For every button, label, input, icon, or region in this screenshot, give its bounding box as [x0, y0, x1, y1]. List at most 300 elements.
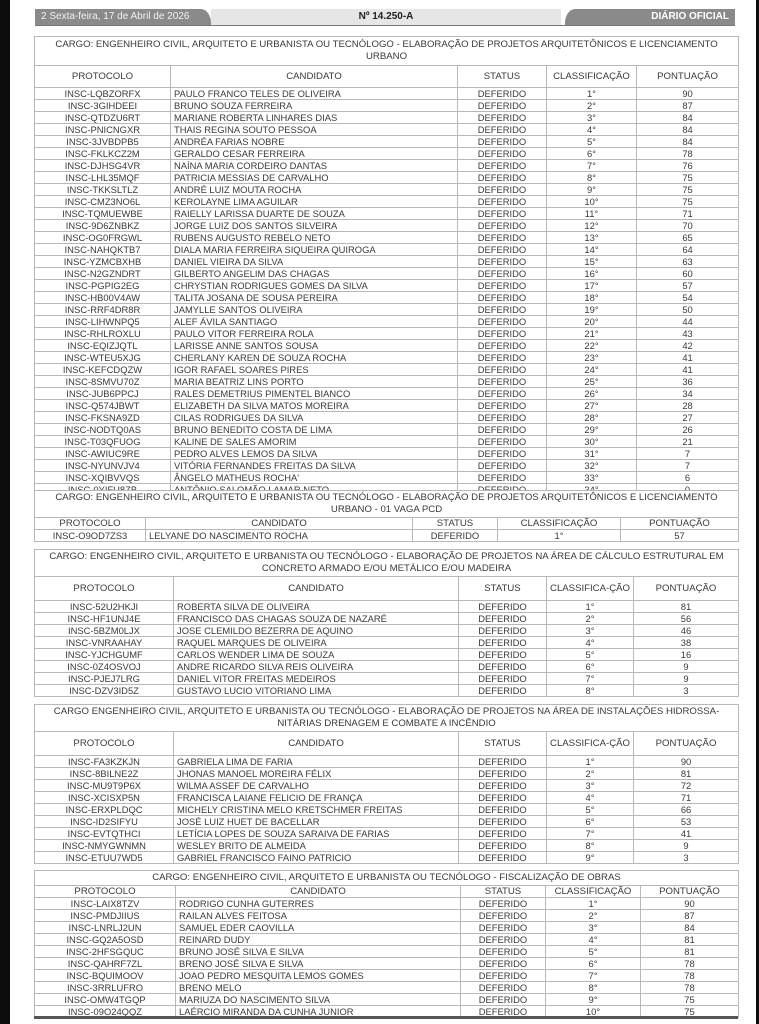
classificacao-cell: 4° [546, 934, 641, 946]
classificacao-cell: 33° [547, 472, 637, 484]
protocolo-cell: INSC-NYUNVJV4 [35, 460, 171, 472]
status-cell: DEFERIDO [458, 472, 547, 484]
pontuacao-cell: 75 [641, 1006, 739, 1018]
classificacao-cell: 32° [547, 460, 637, 472]
pontuacao-cell: 41 [637, 352, 739, 364]
protocolo-cell: INSC-ID2SIFYU [35, 816, 174, 828]
protocolo-cell: INSC-PJEJ7LRG [35, 673, 174, 685]
pontuacao-cell: 38 [634, 637, 739, 649]
col-header-classificacao: CLASSIFICA-ÇÃO [547, 732, 634, 756]
pontuacao-cell: 9 [634, 673, 739, 685]
status-cell: DEFERIDO [458, 244, 547, 256]
classificacao-cell: 8° [546, 982, 641, 994]
table-row [35, 994, 739, 1006]
col-header-status: STATUS [461, 886, 546, 898]
table-row [35, 530, 739, 542]
candidato-cell: JOSE CLEMILDO BEZERRA DE AQUINO [174, 625, 459, 637]
table-row [35, 364, 739, 376]
page-edge-left [0, 0, 10, 1024]
col-header-status: STATUS [459, 577, 547, 601]
candidato-cell: SAMUEL EDER CAOVILLA [176, 922, 461, 934]
status-cell: DEFERIDO [461, 970, 546, 982]
protocolo-cell: INSC-BQUIMOOV [35, 970, 176, 982]
classificacao-cell: 24° [547, 364, 637, 376]
classificacao-cell: 19° [547, 304, 637, 316]
candidato-cell: CHERLANY KAREN DE SOUZA ROCHA [171, 352, 458, 364]
results-table-instalacoes-hidrossanitarias [34, 704, 739, 864]
protocolo-cell: INSC-KEFCDQZW [35, 364, 171, 376]
status-cell: DEFERIDO [458, 352, 547, 364]
pontuacao-cell: 81 [641, 934, 739, 946]
classificacao-cell: 8° [547, 685, 634, 697]
status-cell: DEFERIDO [458, 256, 547, 268]
protocolo-cell: INSC-Q574JBWT [35, 400, 171, 412]
pontuacao-cell: 7 [637, 448, 739, 460]
status-cell: DEFERIDO [458, 160, 547, 172]
pontuacao-cell: 84 [637, 136, 739, 148]
candidato-cell: BRENO JOSÉ SILVA E SILVA [176, 958, 461, 970]
table-row [35, 340, 739, 352]
header-edition-number: Nº 14.250-A [211, 9, 561, 25]
classificacao-cell: 26° [547, 388, 637, 400]
pontuacao-cell: 43 [637, 328, 739, 340]
pontuacao-cell: 3 [634, 685, 739, 697]
pontuacao-cell: 28 [637, 400, 739, 412]
classificacao-cell: 7° [547, 828, 634, 840]
candidato-cell: LARISSE ANNE SANTOS SOUSA [171, 340, 458, 352]
status-cell: DEFERIDO [461, 910, 546, 922]
table-row [35, 601, 739, 613]
table-row [35, 292, 739, 304]
pontuacao-cell: 65 [637, 232, 739, 244]
table-row [35, 625, 739, 637]
table-row [35, 958, 739, 970]
col-header-status: STATUS [459, 732, 547, 756]
classificacao-cell: 15° [547, 256, 637, 268]
pontuacao-cell: 53 [634, 816, 739, 828]
pontuacao-cell: 6 [637, 472, 739, 484]
col-header-classificacao: CLASSIFICA-ÇÃO [547, 577, 634, 601]
classificacao-cell: 8° [547, 172, 637, 184]
classificacao-cell: 9° [547, 852, 634, 864]
protocolo-cell: INSC-ETUU7WD5 [35, 852, 174, 864]
protocolo-cell: INSC-T03QFUOG [35, 436, 171, 448]
protocolo-cell: INSC-RRF4DR8R [35, 304, 171, 316]
pontuacao-cell: 27 [637, 412, 739, 424]
classificacao-cell: 1° [547, 88, 637, 100]
candidato-cell: LAÉRCIO MIRANDA DA CUNHA JUNIOR [176, 1006, 461, 1018]
status-cell: DEFERIDO [458, 448, 547, 460]
col-header-pontuacao: PONTUAÇÃO [621, 518, 739, 530]
col-header-pontuacao: PONTUAÇÃO [634, 577, 739, 601]
protocolo-cell: INSC-DZV3ID5Z [35, 685, 174, 697]
table-row [35, 244, 739, 256]
candidato-cell: GABRIEL FRANCISCO FAINO PATRICIO [174, 852, 459, 864]
table-row [35, 136, 739, 148]
results-table-fiscalizacao-obras [34, 870, 739, 1018]
protocolo-cell: INSC-JUB6PPCJ [35, 388, 171, 400]
candidato-cell: MARIA BEATRIZ LINS PORTO [171, 376, 458, 388]
protocolo-cell: INSC-3JVBDPB5 [35, 136, 171, 148]
candidato-cell: JOSÉ LUIZ HUET DE BACELLAR [174, 816, 459, 828]
protocolo-cell: INSC-09O24QQZ [35, 1006, 176, 1018]
classificacao-cell: 31° [547, 448, 637, 460]
table-row [35, 816, 739, 828]
classificacao-cell: 3° [547, 112, 637, 124]
candidato-cell: KEROLAYNE LIMA AGUILAR [171, 196, 458, 208]
candidato-cell: LELYANE DO NASCIMENTO ROCHA [146, 530, 413, 542]
candidato-cell: TALITA JOSANA DE SOUSA PEREIRA [171, 292, 458, 304]
col-header-candidato: CANDIDATO [171, 66, 458, 88]
table-row [35, 792, 739, 804]
pontuacao-cell: 54 [637, 292, 739, 304]
protocolo-cell: INSC-CMZ3NO6L [35, 196, 171, 208]
pontuacao-cell: 21 [637, 436, 739, 448]
footer-rule [34, 1016, 738, 1019]
pontuacao-cell: 7 [637, 460, 739, 472]
classificacao-cell: 14° [547, 244, 637, 256]
classificacao-cell: 3° [547, 780, 634, 792]
protocolo-cell: INSC-WTEU5XJG [35, 352, 171, 364]
pontuacao-cell: 34 [637, 388, 739, 400]
protocolo-cell: INSC-VNRAAHAY [35, 637, 174, 649]
classificacao-cell: 8° [547, 840, 634, 852]
candidato-cell: RAILAN ALVES FEITOSA [176, 910, 461, 922]
candidato-cell: ROBERTA SILVA DE OLIVEIRA [174, 601, 459, 613]
pontuacao-cell: 42 [637, 340, 739, 352]
classificacao-cell: 12° [547, 220, 637, 232]
protocolo-cell: INSC-GQ2A5OSD [35, 934, 176, 946]
classificacao-cell: 1° [547, 756, 634, 768]
table-row [35, 436, 739, 448]
classificacao-cell: 7° [546, 970, 641, 982]
pontuacao-cell: 46 [634, 625, 739, 637]
status-cell: DEFERIDO [458, 460, 547, 472]
status-cell: DEFERIDO [459, 685, 547, 697]
pontuacao-cell: 26 [637, 424, 739, 436]
protocolo-cell: INSC-OMW4TGQP [35, 994, 176, 1006]
candidato-cell: RODRIGO CUNHA GUTERRES [176, 898, 461, 910]
status-cell: DEFERIDO [461, 958, 546, 970]
protocolo-cell: INSC-8BILNE2Z [35, 768, 174, 780]
table-row [35, 780, 739, 792]
protocolo-cell: INSC-HF1UNJ4E [35, 613, 174, 625]
pontuacao-cell: 78 [641, 970, 739, 982]
candidato-cell: FRANCISCO DAS CHAGAS SOUZA DE NAZARÉ [174, 613, 459, 625]
candidato-cell: JHONAS MANOEL MOREIRA FÉLIX [174, 768, 459, 780]
protocolo-cell: INSC-HB00V4AW [35, 292, 171, 304]
candidato-cell: CARLOS WENDER LIMA DE SOUZA [174, 649, 459, 661]
candidato-cell: ANDRÉA FARIAS NOBRE [171, 136, 458, 148]
status-cell: DEFERIDO [458, 172, 547, 184]
candidato-cell: GERALDO CESAR FERREIRA [171, 148, 458, 160]
pontuacao-cell: 3 [634, 852, 739, 864]
status-cell: DEFERIDO [458, 436, 547, 448]
pontuacao-cell: 78 [641, 958, 739, 970]
table-row [35, 685, 739, 697]
pontuacao-cell: 84 [637, 124, 739, 136]
table-row [35, 756, 739, 768]
status-cell: DEFERIDO [458, 184, 547, 196]
status-cell: DEFERIDO [459, 852, 547, 864]
table-row [35, 768, 739, 780]
table-row [35, 804, 739, 816]
table-row [35, 613, 739, 625]
pontuacao-cell: 70 [637, 220, 739, 232]
classificacao-cell: 9° [546, 994, 641, 1006]
classificacao-cell: 3° [547, 625, 634, 637]
candidato-cell: THAIS REGINA SOUTO PESSOA [171, 124, 458, 136]
table-row [35, 100, 739, 112]
table-row [35, 268, 739, 280]
pontuacao-cell: 78 [637, 148, 739, 160]
table-row [35, 910, 739, 922]
status-cell: DEFERIDO [459, 780, 547, 792]
status-cell: DEFERIDO [458, 100, 547, 112]
status-cell: DEFERIDO [458, 328, 547, 340]
candidato-cell: GABRIELA LIMA DE FARIA [174, 756, 459, 768]
candidato-cell: PATRICIA MESSIAS DE CARVALHO [171, 172, 458, 184]
table-row [35, 661, 739, 673]
col-header-status: STATUS [413, 518, 498, 530]
header-date: 2 Sexta-feira, 17 de Abril de 2026 [35, 9, 211, 25]
pontuacao-cell: 90 [637, 88, 739, 100]
protocolo-cell: INSC-O9OD7ZS3 [35, 530, 146, 542]
status-cell: DEFERIDO [459, 637, 547, 649]
pontuacao-cell: 84 [641, 922, 739, 934]
status-cell: DEFERIDO [458, 112, 547, 124]
classificacao-cell: 1° [498, 530, 621, 542]
candidato-cell: ALEF ÁVILA SANTIAGO [171, 316, 458, 328]
status-cell: DEFERIDO [459, 816, 547, 828]
status-cell: DEFERIDO [458, 340, 547, 352]
status-cell: DEFERIDO [458, 424, 547, 436]
protocolo-cell: INSC-3GIHDEEI [35, 100, 171, 112]
protocolo-cell: INSC-EQIZJQTL [35, 340, 171, 352]
status-cell: DEFERIDO [458, 88, 547, 100]
col-header-pontuacao: PONTUAÇÃO [634, 732, 739, 756]
pontuacao-cell: 76 [637, 160, 739, 172]
protocolo-cell: INSC-ERXPLDQC [35, 804, 174, 816]
classificacao-cell: 7° [547, 160, 637, 172]
status-cell: DEFERIDO [458, 136, 547, 148]
candidato-cell: JAMYLLE SANTOS OLIVEIRA [171, 304, 458, 316]
pontuacao-cell: 63 [637, 256, 739, 268]
protocolo-cell: INSC-YJCHGUMF [35, 649, 174, 661]
status-cell: DEFERIDO [461, 934, 546, 946]
results-table-calculo-estrutural [34, 549, 739, 697]
classificacao-cell: 18° [547, 292, 637, 304]
protocolo-cell: INSC-RHLROXLU [35, 328, 171, 340]
status-cell: DEFERIDO [459, 792, 547, 804]
status-cell: DEFERIDO [458, 292, 547, 304]
candidato-cell: GUSTAVO LUCIO VITORIANO LIMA [174, 685, 459, 697]
candidato-cell: PAULO FRANCO TELES DE OLIVEIRA [171, 88, 458, 100]
classificacao-cell: 22° [547, 340, 637, 352]
candidato-cell: PAULO VITOR FERREIRA ROLA [171, 328, 458, 340]
status-cell: DEFERIDO [458, 304, 547, 316]
classificacao-cell: 20° [547, 316, 637, 328]
classificacao-cell: 13° [547, 232, 637, 244]
status-cell: DEFERIDO [459, 840, 547, 852]
table-row [35, 970, 739, 982]
protocolo-cell: INSC-52U2HKJI [35, 601, 174, 613]
table-row [35, 448, 739, 460]
pontuacao-cell: 75 [637, 172, 739, 184]
protocolo-cell: INSC-9D6ZNBKZ [35, 220, 171, 232]
table-row [35, 280, 739, 292]
table-row [35, 184, 739, 196]
candidato-cell: LETÍCIA LOPES DE SOUZA SARAIVA DE FARIAS [174, 828, 459, 840]
status-cell: DEFERIDO [458, 412, 547, 424]
table-row [35, 172, 739, 184]
protocolo-cell: INSC-DJHSG4VR [35, 160, 171, 172]
col-header-protocolo: PROTOCOLO [35, 66, 171, 88]
protocolo-cell: INSC-TQMUEWBE [35, 208, 171, 220]
protocolo-cell: INSC-XCISXP5N [35, 792, 174, 804]
pontuacao-cell: 16 [634, 649, 739, 661]
candidato-cell: NAÍNA MARIA CORDEIRO DANTAS [171, 160, 458, 172]
pontuacao-cell: 64 [637, 244, 739, 256]
table-row [35, 400, 739, 412]
classificacao-cell: 2° [547, 768, 634, 780]
status-cell: DEFERIDO [459, 804, 547, 816]
classificacao-cell: 27° [547, 400, 637, 412]
classificacao-cell: 3° [546, 922, 641, 934]
status-cell: DEFERIDO [459, 756, 547, 768]
protocolo-cell: INSC-LAIX8TZV [35, 898, 176, 910]
pontuacao-cell: 87 [637, 100, 739, 112]
table-title: CARGO: ENGENHEIRO CIVIL, ARQUITETO E URBANISTA OU TECNÓLOGO - ELABORAÇÃO DE PROJETOS NA ÁREA DE CÁLCULO ESTRUTURAL EM CONCRETO ARMADO E/OU METÁLICO E/OU MADEIRA [35, 550, 739, 577]
candidato-cell: JORGE LUIZ DOS SANTOS SILVEIRA [171, 220, 458, 232]
status-cell: DEFERIDO [458, 280, 547, 292]
candidato-cell: RALES DEMETRIUS PIMENTEL BIANCO [171, 388, 458, 400]
header-publication-name: DIÁRIO OFICIAL [565, 9, 735, 25]
table-row [35, 934, 739, 946]
classificacao-cell: 1° [546, 898, 641, 910]
protocolo-cell: INSC-PGPIG2EG [35, 280, 171, 292]
candidato-cell: PEDRO ALVES LEMOS DA SILVA [171, 448, 458, 460]
pontuacao-cell: 71 [634, 792, 739, 804]
status-cell: DEFERIDO [458, 376, 547, 388]
table-row [35, 852, 739, 864]
pontuacao-cell: 57 [621, 530, 739, 542]
status-cell: DEFERIDO [461, 982, 546, 994]
classificacao-cell: 6° [547, 661, 634, 673]
protocolo-cell: INSC-EVTQTHCI [35, 828, 174, 840]
pontuacao-cell: 44 [637, 316, 739, 328]
candidato-cell: MARIANE ROBERTA LINHARES DIAS [171, 112, 458, 124]
candidato-cell: BRENO MELO [176, 982, 461, 994]
status-cell: DEFERIDO [458, 268, 547, 280]
candidato-cell: MICHELY CRISTINA MELO KRETSCHMER FREITAS [174, 804, 459, 816]
pontuacao-cell: 71 [637, 208, 739, 220]
classificacao-cell: 25° [547, 376, 637, 388]
candidato-cell: ANDRÉ LUIZ MOUTA ROCHA [171, 184, 458, 196]
protocolo-cell: INSC-8SMVU70Z [35, 376, 171, 388]
candidato-cell: VITÓRIA FERNANDES FREITAS DA SILVA [171, 460, 458, 472]
classificacao-cell: 23° [547, 352, 637, 364]
table-row [35, 388, 739, 400]
classificacao-cell: 4° [547, 124, 637, 136]
classificacao-cell: 6° [547, 148, 637, 160]
protocolo-cell: INSC-FKSNA9ZD [35, 412, 171, 424]
candidato-cell: WESLEY BRITO DE ALMEIDA [174, 840, 459, 852]
protocolo-cell: INSC-N2GZNDRT [35, 268, 171, 280]
status-cell: DEFERIDO [458, 388, 547, 400]
table-row [35, 112, 739, 124]
status-cell: DEFERIDO [458, 220, 547, 232]
pontuacao-cell: 66 [634, 804, 739, 816]
table-row [35, 256, 739, 268]
candidato-cell: RAQUEL MARQUES DE OLIVEIRA [174, 637, 459, 649]
status-cell: DEFERIDO [458, 316, 547, 328]
col-header-candidato: CANDIDATO [174, 732, 459, 756]
status-cell: DEFERIDO [461, 922, 546, 934]
classificacao-cell: 5° [547, 804, 634, 816]
status-cell: DEFERIDO [459, 613, 547, 625]
candidato-cell: KALINE DE SALES AMORIM [171, 436, 458, 448]
protocolo-cell: INSC-LNRLJ2UN [35, 922, 176, 934]
classificacao-cell: 6° [547, 816, 634, 828]
protocolo-cell: INSC-LQBZORFX [35, 88, 171, 100]
pontuacao-cell: 90 [641, 898, 739, 910]
classificacao-cell: 2° [546, 910, 641, 922]
pontuacao-cell: 87 [641, 910, 739, 922]
classificacao-cell: 29° [547, 424, 637, 436]
protocolo-cell: INSC-0Z4OSVOJ [35, 661, 174, 673]
col-header-classificacao: CLASSIFICAÇÃO [547, 66, 637, 88]
protocolo-cell: INSC-LIHWNPQ5 [35, 316, 171, 328]
candidato-cell: BRUNO BENEDITO COSTA DE LIMA [171, 424, 458, 436]
pontuacao-cell: 57 [637, 280, 739, 292]
pontuacao-cell: 81 [634, 601, 739, 613]
candidato-cell: DANIEL VIEIRA DA SILVA [171, 256, 458, 268]
classificacao-cell: 16° [547, 268, 637, 280]
table-row [35, 160, 739, 172]
protocolo-cell: INSC-LHL35MQF [35, 172, 171, 184]
protocolo-cell: INSC-FKLKCZ2M [35, 148, 171, 160]
table-row [35, 328, 739, 340]
classificacao-cell: 4° [547, 637, 634, 649]
pontuacao-cell: 41 [637, 364, 739, 376]
status-cell: DEFERIDO [459, 828, 547, 840]
col-header-classificacao: CLASSIFICAÇÃO [546, 886, 641, 898]
col-header-pontuacao: PONTUAÇÃO [637, 66, 739, 88]
protocolo-cell: INSC-3RRLUFRO [35, 982, 176, 994]
candidato-cell: REINARD DUDY [176, 934, 461, 946]
table-row [35, 649, 739, 661]
table-row [35, 196, 739, 208]
pontuacao-cell: 84 [637, 112, 739, 124]
protocolo-cell: INSC-QAHRF7ZL [35, 958, 176, 970]
col-header-protocolo: PROTOCOLO [35, 577, 174, 601]
candidato-cell: WILMA ASSEF DE CARVALHO [174, 780, 459, 792]
table-row [35, 232, 739, 244]
protocolo-cell: INSC-YZMCBXHB [35, 256, 171, 268]
candidato-cell: RUBENS AUGUSTO REBELO NETO [171, 232, 458, 244]
table-title: CARGO: ENGENHEIRO CIVIL, ARQUITETO E URBANISTA OU TECNÓLOGO - ELABORAÇÃO DE PROJETOS ARQUITETÔNICOS E LICENCIAMENTO URBANO - 01 VAGA PCD [35, 491, 739, 518]
pontuacao-cell: 90 [634, 756, 739, 768]
table-row [35, 352, 739, 364]
classificacao-cell: 21° [547, 328, 637, 340]
pontuacao-cell: 78 [641, 982, 739, 994]
table-row [35, 376, 739, 388]
pontuacao-cell: 36 [637, 376, 739, 388]
table-row [35, 124, 739, 136]
protocolo-cell: INSC-NODTQ0AS [35, 424, 171, 436]
table-row [35, 982, 739, 994]
